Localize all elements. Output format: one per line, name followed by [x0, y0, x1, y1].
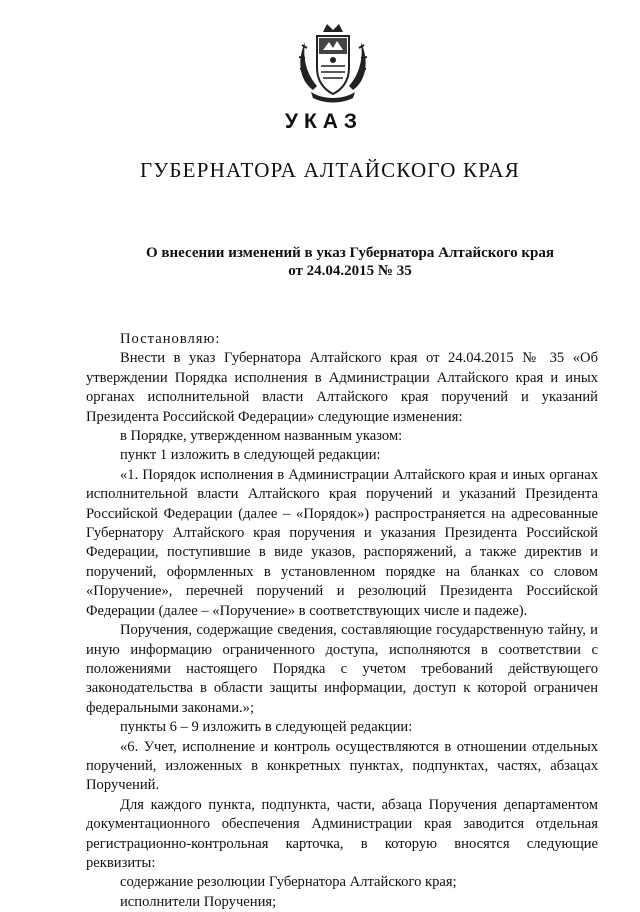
document-body — [86, 330, 598, 912]
body-paragraph: Для каждого пункта, подпункта, части, абзаца Поручения департаментом документационного обеспечения Администрации края заводится отдельная регистрационно-контрольная карточка, в которую вносятся следующие реквизиты: — [86, 796, 598, 871]
issuer-title: ГУБЕРНАТОРА АЛТАЙСКОГО КРАЯ — [140, 158, 520, 182]
document-type: УКАЗ — [284, 110, 364, 133]
body-paragraph: «6. Учет, исполнение и контроль осуществляются в отношении отдельных поручений, изложенных в конкретных пунктах, подпунктах, частях, абзацах Поручений. — [86, 738, 598, 794]
list-item: исполнители Поручения; — [120, 893, 277, 910]
document-title-line2: от 24.04.2015 № 35 — [288, 263, 412, 279]
body-paragraph: пункт 1 изложить в следующей редакции: — [120, 447, 381, 464]
body-paragraph: «1. Порядок исполнения в Администрации Алтайского края и иных органах исполнительной власти Алтайского края поручений и указаний Президента Российской Федерации (далее – «Порядок») распространяется на адресованные Губернатору Алтайского края поручения и указания Президента Российской Федерации, поступившие в виде указов, распоряжений, а также директив и поручений, оформленных в установленном порядке на бланках со словом «Поручение», перечней поручений и резолюций Президента Российской Федерации (далее – «Поручение» в соответствующих числе и падеже). — [86, 466, 598, 619]
document-title-line1: О внесении изменений в указ Губернатора Алтайского края — [146, 245, 554, 261]
document-title — [30, 244, 640, 280]
coat-of-arms-icon — [293, 20, 373, 104]
body-paragraph: Поручения, содержащие сведения, составляющие государственную тайну, и иную информацию ограниченного доступа, исполняются в соответствии с положениями настоящего Порядка с учетом требований действующего законодательства в области защиты информации, доступ к которой ограничен федеральными законами.»; — [86, 622, 598, 716]
decree-statement: Постановляю: — [120, 331, 221, 347]
body-paragraph: Внести в указ Губернатора Алтайского края от 24.04.2015 № 35 «Об утверждении Порядка исполнения в Администрации Алтайского края и иных органах исполнительной власти Алтайского края поручений и указаний Президента Российской Федерации» следующие изменения: — [86, 350, 598, 425]
body-paragraph: пункты 6 – 9 изложить в следующей редакции: — [120, 719, 413, 736]
list-item: содержание резолюции Губернатора Алтайского края; — [120, 874, 457, 891]
body-paragraph: в Порядке, утвержденном названным указом: — [120, 428, 403, 445]
